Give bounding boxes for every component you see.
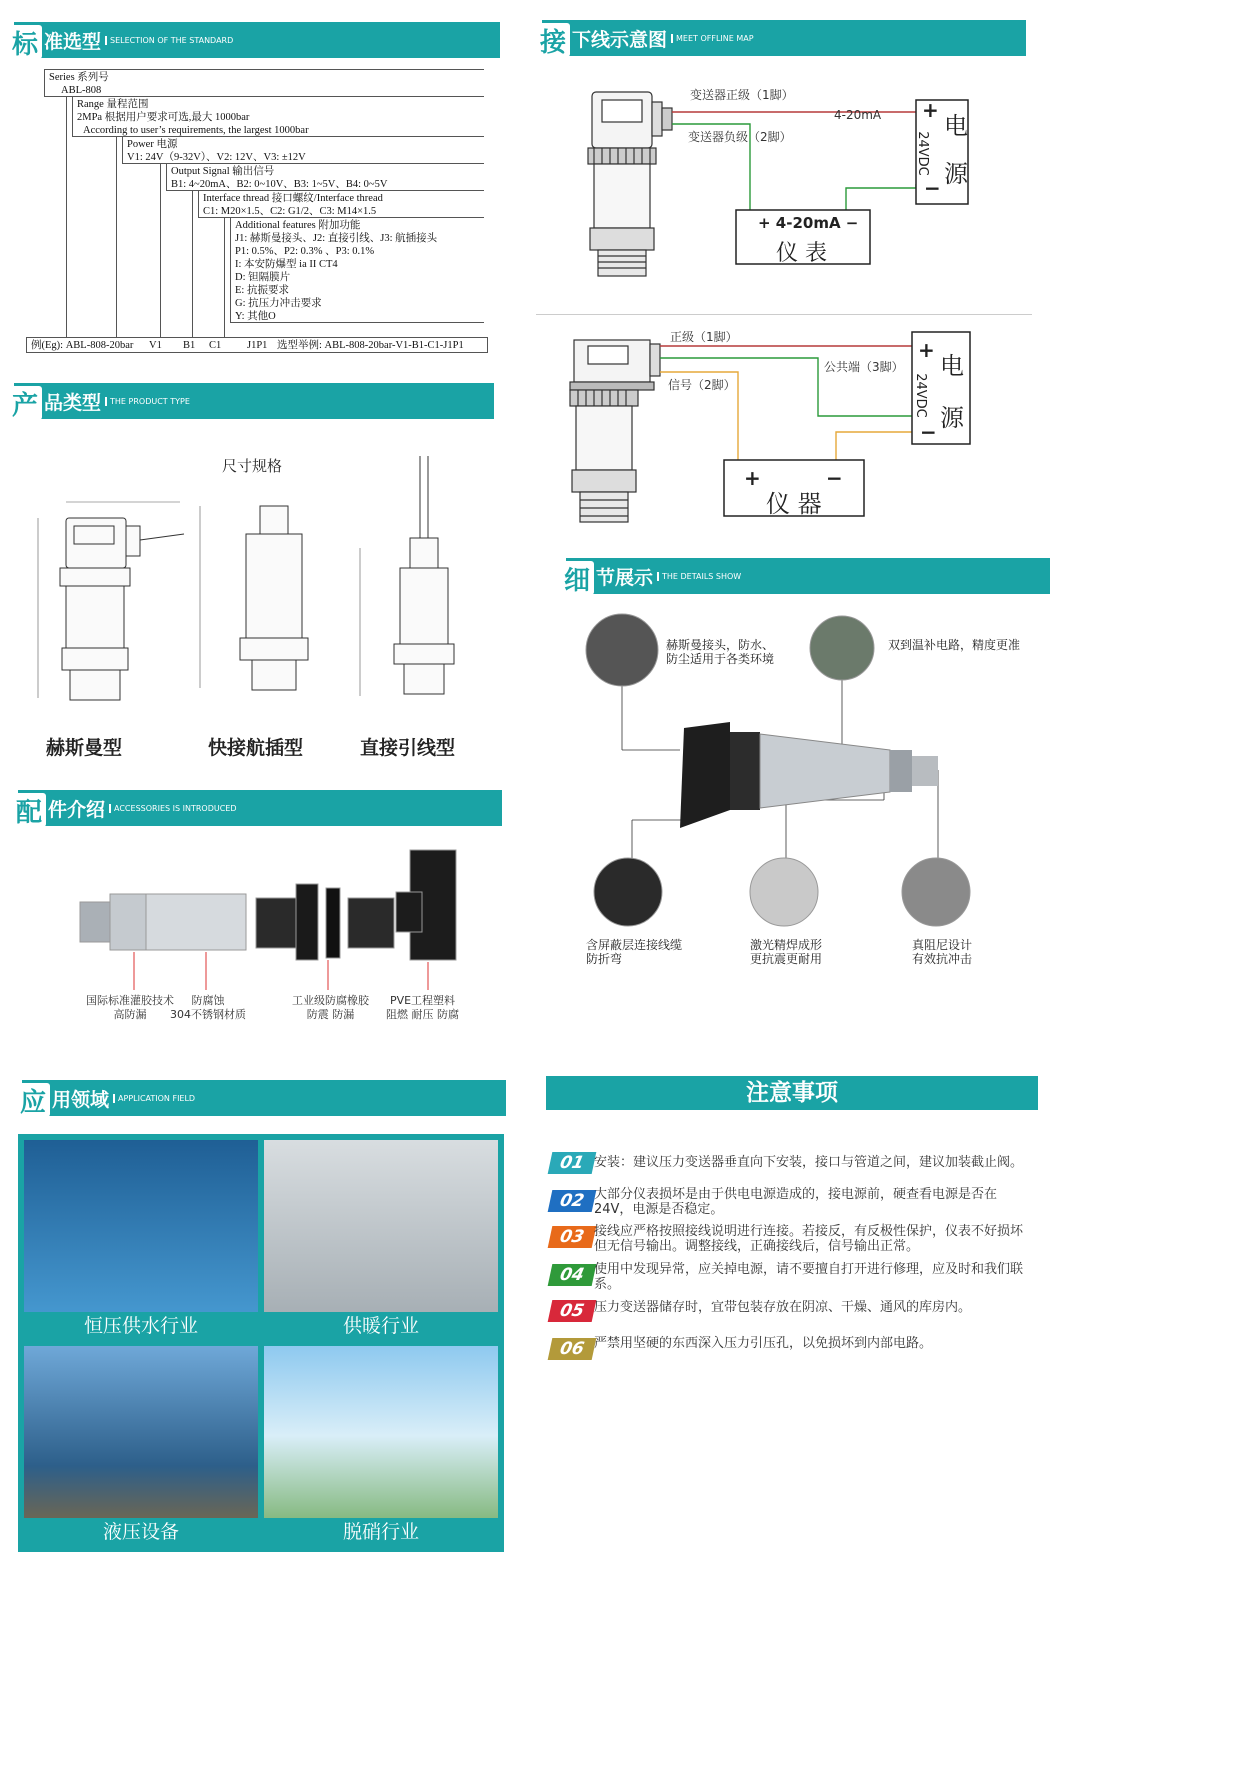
selection-example xyxy=(26,337,488,353)
app-tile-water xyxy=(24,1140,258,1340)
accessory-label: 工业级防腐橡胶 防震 防漏 xyxy=(292,994,369,1021)
product-type-label: 赫斯曼型 xyxy=(46,737,123,759)
app-tile-label: 供暖行业 xyxy=(264,1312,498,1340)
feature-item: E: 抗振要求 xyxy=(235,285,289,296)
selection-series xyxy=(44,69,484,97)
wiring2-psu-plus: + xyxy=(918,338,935,362)
header-details xyxy=(563,558,1050,596)
app-tile-label: 液压设备 xyxy=(24,1518,258,1546)
series-label: Series 系列号 xyxy=(49,72,109,83)
example-c: C1 xyxy=(209,340,222,351)
wiring1-psu-name1: 电 xyxy=(944,112,968,140)
wiring2-pos-label: 正级（1脚） xyxy=(670,330,738,344)
thread-values: C1: M20×1.5、C2: G1/2、C3: M14×1.5 xyxy=(203,206,377,217)
accessory-label: 国际标准灌胶技术 高防漏 xyxy=(86,994,174,1021)
header-details-en: THE DETAILS SHOW xyxy=(657,572,741,581)
wiring1-psu-volt: 24VDC xyxy=(914,131,930,176)
header-offline-title: 下线示意图 xyxy=(572,28,668,51)
header-product-type xyxy=(11,383,494,421)
note-text: 安装：建议压力变送器垂直向下安装，接口与管道之间，建议加装截止阀。 xyxy=(594,1155,1024,1170)
details-svg xyxy=(580,610,1040,940)
note-badge: 04 xyxy=(548,1264,597,1286)
header-product-type-big: 产 xyxy=(8,386,42,420)
product-type-label: 直接引线型 xyxy=(360,737,456,759)
wiring2-meter-name: 仪 器 xyxy=(766,490,822,518)
selection-output xyxy=(166,163,484,191)
dimension-drawings xyxy=(24,448,504,718)
header-offline xyxy=(539,20,1026,58)
header-application-big: 应 xyxy=(16,1083,50,1117)
series-value: ABL-808 xyxy=(61,85,102,96)
header-offline-en: MEET OFFLINE MAP xyxy=(671,34,754,43)
detail-callout: 激光精焊成形 更抗震更耐用 xyxy=(750,938,823,966)
app-tile-label: 恒压供水行业 xyxy=(24,1312,258,1340)
header-standard-title: 准选型 xyxy=(44,30,102,53)
feature-item: I: 本安防爆型 ia II CT4 xyxy=(235,259,338,270)
note-badge: 01 xyxy=(548,1152,597,1174)
output-values: B1: 4~20mA、B2: 0~10V、B3: 1~5V、B4: 0~5V xyxy=(171,179,388,190)
example-v: V1 xyxy=(149,340,162,351)
header-details-big: 细 xyxy=(560,561,594,595)
divider xyxy=(536,314,1032,315)
detail-callout: 真阻尼设计 有效抗冲击 xyxy=(912,938,973,966)
notes-title: 注意事项 xyxy=(546,1076,1038,1110)
connector xyxy=(160,163,161,338)
product-type-label: 快接航插型 xyxy=(208,737,304,759)
header-accessories-big: 配 xyxy=(12,793,46,827)
note-text: 使用中发现异常，应关掉电源，请不要擅自打开进行修理，应及时和我们联系。 xyxy=(594,1262,1024,1292)
feature-item: G: 抗压力冲击要求 xyxy=(235,298,322,309)
wiring2-signal-label: 信号（2脚） xyxy=(668,378,736,392)
detail-callout: 含屏蔽层连接线缆 防折弯 xyxy=(586,938,683,966)
note-badge: 05 xyxy=(548,1300,597,1322)
wiring1-psu-minus: − xyxy=(924,176,941,200)
feature-item: J1: 赫斯曼接头、J2: 直接引线、J3: 航插接头 xyxy=(235,233,438,244)
wiring2-psu-minus: − xyxy=(920,420,937,444)
dimension-title: 尺寸规格 xyxy=(222,457,283,475)
selection-range xyxy=(72,96,484,137)
note-text: 严禁用坚硬的东西深入压力引压孔，以免损坏到内部电路。 xyxy=(594,1336,933,1351)
note-text: 大部分仪表损坏是由于供电电源造成的，接电源前，硬查看电源是否在24V，电源是否稳定。 xyxy=(594,1187,998,1217)
header-details-title: 节展示 xyxy=(596,566,654,589)
range-line1: 2MPa 根据用户要求可选,最大 1000bar xyxy=(77,112,250,123)
wiring1-psu-plus: + xyxy=(922,98,939,122)
header-standard-en: SELECTION OF THE STANDARD xyxy=(105,36,233,45)
note-badge: 03 xyxy=(548,1226,597,1248)
app-tile-hydraulic xyxy=(24,1346,258,1546)
wiring2-meter-minus: − xyxy=(826,466,843,490)
connector xyxy=(116,136,117,338)
power-values: V1: 24V（9-32V）、V2: 12V、V3: ±12V xyxy=(127,152,306,163)
selection-power xyxy=(122,136,484,164)
detail-callout: 双到温补电路，精度更准 xyxy=(888,638,1021,652)
connector xyxy=(66,96,67,338)
wiring1-meter-top: + 4-20mA − xyxy=(758,214,859,232)
thread-label: Interface thread 接口螺纹/Interface thread xyxy=(203,193,383,204)
feature-item: P1: 0.5%、P2: 0.3% 、P3: 0.1% xyxy=(235,246,375,257)
wiring2-meter-plus: + xyxy=(744,466,761,490)
accessories-svg xyxy=(70,840,490,1000)
detail-callout: 赫斯曼接头，防水、 防尘适用于各类环境 xyxy=(666,638,775,666)
range-label: Range 量程范围 xyxy=(77,99,149,110)
header-offline-big: 接 xyxy=(536,23,570,57)
header-application xyxy=(19,1080,506,1118)
range-line2: According to user’s requirements, the largest 1000bar xyxy=(83,125,309,136)
wiring2-psu-name2: 源 xyxy=(940,404,964,432)
wiring1-psu-name2: 源 xyxy=(944,160,968,188)
wiring2-psu-volt: 24VDC xyxy=(912,373,928,418)
app-tile-label: 脱硝行业 xyxy=(264,1518,498,1546)
example-b: B1 xyxy=(183,340,196,351)
wiring2-common-label: 公共端（3脚） xyxy=(824,360,904,374)
power-label: Power 电源 xyxy=(127,139,178,150)
app-tile-heating xyxy=(264,1140,498,1340)
header-accessories-title: 件介绍 xyxy=(48,798,106,821)
connector xyxy=(192,190,193,338)
feature-item: D: 钽隔膜片 xyxy=(235,272,291,283)
header-accessories xyxy=(15,790,502,828)
application-field xyxy=(18,1134,504,1552)
accessory-label: 防腐蚀 304不锈钢材质 xyxy=(170,994,246,1021)
connector xyxy=(224,217,225,338)
features-label: Additional features 附加功能 xyxy=(235,220,361,231)
header-accessories-en: ACCESSORIES IS INTRODUCED xyxy=(109,804,237,813)
output-label: Output Signal 输出信号 xyxy=(171,166,275,177)
wiring1-pos-label: 变送器正级（1脚） xyxy=(690,88,794,102)
selection-thread xyxy=(198,190,484,218)
example-j: J1P1 xyxy=(247,340,268,351)
example-full: 选型举例: ABL-808-20bar-V1-B1-C1-J1P1 xyxy=(277,340,464,351)
header-standard xyxy=(11,22,500,60)
wiring2-psu-name1: 电 xyxy=(940,352,964,380)
example-eg: 例(Eg): ABL-808-20bar xyxy=(31,340,134,351)
header-application-en: APPLICATION FIELD xyxy=(113,1094,195,1103)
wiring1-meter-name: 仪 表 xyxy=(776,241,827,266)
note-text: 接线应严格按照接线说明进行连接。若接反，有反极性保护，仪表不好损坏但无信号输出。调整接线，正确接线后，信号输出正常。 xyxy=(594,1224,1024,1254)
note-text: 压力变送器储存时，宜带包装存放在阴凉、干燥、通风的库房内。 xyxy=(594,1300,972,1315)
note-badge: 02 xyxy=(548,1190,597,1212)
header-product-type-en: THE PRODUCT TYPE xyxy=(105,397,190,406)
note-badge: 06 xyxy=(548,1338,597,1360)
wiring1-current: 4-20mA xyxy=(834,108,882,122)
accessory-label: PVE工程塑料 阻燃 耐压 防腐 xyxy=(386,994,459,1021)
feature-item: Y: 其他O xyxy=(235,311,276,322)
header-product-type-title: 品类型 xyxy=(44,391,102,414)
app-tile-denitration xyxy=(264,1346,498,1546)
header-application-title: 用领域 xyxy=(52,1088,110,1111)
wiring1-neg-label: 变送器负级（2脚） xyxy=(688,130,792,144)
header-standard-big: 标 xyxy=(8,25,42,59)
selection-features xyxy=(230,217,484,323)
